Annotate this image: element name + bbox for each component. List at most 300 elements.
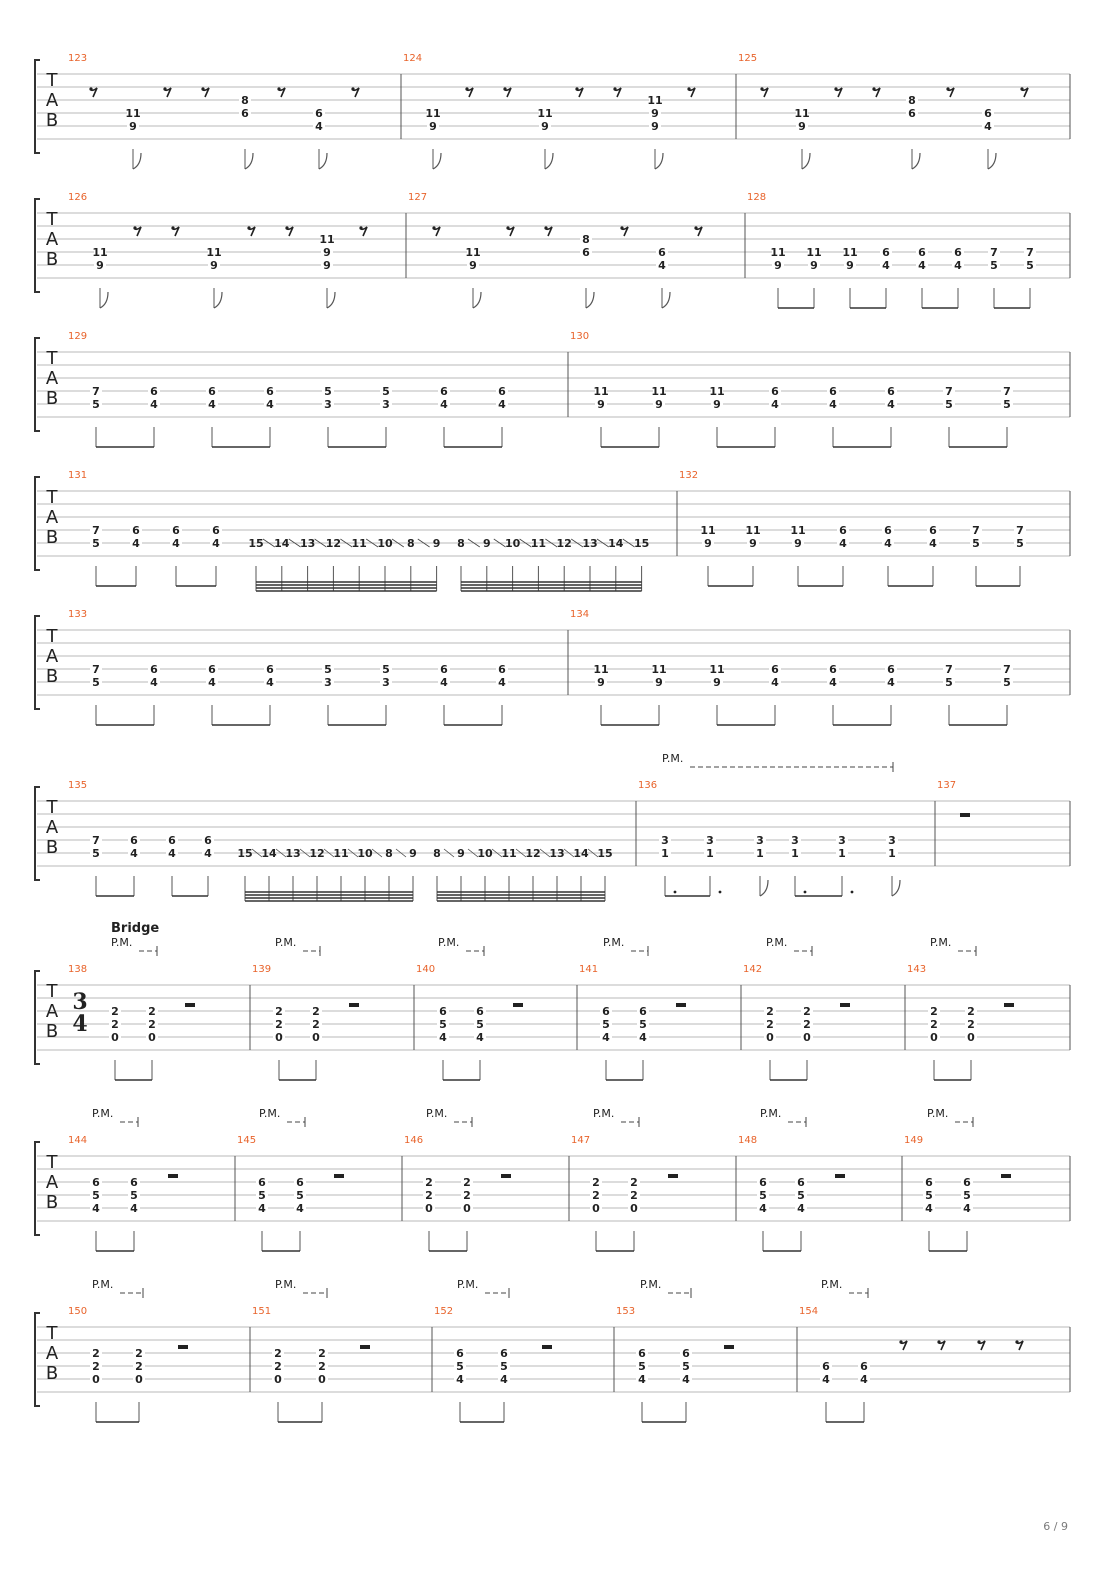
fret-number: 2 — [803, 1005, 811, 1018]
fret-number: 11 — [745, 524, 761, 537]
fret-number: 6 — [839, 524, 847, 537]
palm-mute-label: P.M. — [593, 1107, 615, 1120]
dot — [804, 891, 807, 894]
dot — [851, 891, 854, 894]
measure — [272, 1278, 370, 1422]
measure — [593, 663, 1013, 725]
fret-number: 2 — [592, 1176, 600, 1189]
fret-number: 7 — [990, 246, 998, 259]
fret-number: 6 — [168, 834, 176, 847]
tab-clef: A — [45, 507, 59, 528]
fret-number: 8 — [457, 537, 465, 550]
fret-number: 6 — [92, 1176, 100, 1189]
fret-number: 0 — [967, 1031, 975, 1044]
note-flag — [214, 292, 222, 308]
tab-clef: B — [45, 249, 59, 270]
note-flag — [433, 153, 441, 169]
fret-number: 6 — [822, 1360, 830, 1373]
note-flag — [319, 153, 327, 169]
half-rest — [513, 1003, 523, 1007]
fret-number: 9 — [409, 847, 417, 860]
fret-number: 11 — [92, 246, 108, 259]
fret-number: 11 — [593, 663, 609, 676]
palm-mute-label: P.M. — [275, 1278, 297, 1291]
fret-number: 6 — [963, 1176, 971, 1189]
fret-number: 2 — [425, 1189, 433, 1202]
fret-number: 2 — [111, 1005, 119, 1018]
note-flag — [100, 292, 108, 308]
fret-number: 0 — [592, 1202, 600, 1215]
palm-mute-label: P.M. — [662, 752, 684, 765]
fret-number: 7 — [1003, 385, 1011, 398]
fret-number: 3 — [756, 834, 764, 847]
fret-number: 5 — [324, 385, 332, 398]
tab-system — [35, 1135, 1070, 1235]
measure-number: 145 — [237, 1135, 257, 1146]
fret-number: 2 — [275, 1005, 283, 1018]
section-label: Bridge — [111, 921, 160, 936]
fret-number: 6 — [150, 385, 158, 398]
fret-number: 1 — [838, 847, 846, 860]
tab-system — [35, 609, 1070, 709]
fret-number: 9 — [432, 537, 441, 550]
fret-number: 5 — [639, 1018, 647, 1031]
measure-number: 128 — [747, 192, 767, 203]
slide-run — [248, 537, 649, 591]
fret-number: 2 — [463, 1176, 471, 1189]
fret-number: 4 — [208, 676, 216, 689]
fret-number: 0 — [766, 1031, 774, 1044]
measure-number: 129 — [68, 331, 88, 342]
fret-number: 7 — [92, 663, 100, 676]
measure-number: 142 — [743, 964, 763, 975]
fret-number: 15 — [237, 847, 253, 860]
tab-clef: T — [46, 348, 58, 369]
tab-system — [35, 192, 1070, 292]
fret-number: 3 — [706, 834, 714, 847]
fret-number: 2 — [148, 1005, 156, 1018]
fret-number: 5 — [92, 398, 100, 411]
tab-system — [35, 964, 1070, 1064]
tab-clef: T — [46, 797, 58, 818]
fret-number: 9 — [129, 120, 137, 133]
tab-clef: T — [46, 981, 58, 1002]
measure — [90, 1107, 178, 1251]
fret-number: 11 — [425, 107, 441, 120]
fret-number: 6 — [829, 385, 837, 398]
fret-number: 0 — [275, 1031, 283, 1044]
palm-mute-label: P.M. — [930, 936, 952, 949]
fret-number: 4 — [92, 1202, 100, 1215]
fret-number: 4 — [829, 676, 837, 689]
measure — [820, 1278, 1023, 1422]
fret-number: 11 — [501, 847, 517, 860]
fret-number: 6 — [266, 663, 274, 676]
fret-number: 6 — [639, 1005, 647, 1018]
fret-number: 2 — [274, 1347, 282, 1360]
fret-number: 6 — [212, 524, 220, 537]
fret-number: 5 — [382, 663, 390, 676]
fret-number: 4 — [918, 259, 926, 272]
fret-number: 6 — [208, 385, 216, 398]
fret-number: 9 — [655, 676, 663, 689]
fret-number: 6 — [132, 524, 140, 537]
measure-number: 127 — [408, 192, 428, 203]
fret-number: 12 — [309, 847, 325, 860]
measure-number: 138 — [68, 964, 88, 975]
fret-number: 6 — [925, 1176, 933, 1189]
fret-number: 4 — [884, 537, 892, 550]
tab-clef: B — [45, 110, 59, 131]
fret-number: 0 — [318, 1373, 326, 1386]
fret-number: 0 — [312, 1031, 320, 1044]
fret-number: 5 — [500, 1360, 508, 1373]
fret-number: 6 — [918, 246, 926, 259]
fret-number: 9 — [810, 259, 818, 272]
fret-number: 6 — [882, 246, 890, 259]
dot — [674, 891, 677, 894]
fret-number: 5 — [92, 1189, 100, 1202]
palm-mute-label: P.M. — [426, 1107, 448, 1120]
tab-clef: A — [45, 1343, 59, 1364]
fret-number: 2 — [275, 1018, 283, 1031]
fret-number: 12 — [325, 537, 342, 550]
fret-number: 2 — [312, 1018, 320, 1031]
fret-number: 5 — [130, 1189, 138, 1202]
measure-number: 124 — [403, 53, 423, 64]
fret-number: 9 — [323, 259, 331, 272]
fret-number: 9 — [210, 259, 218, 272]
measure-number: 139 — [252, 964, 272, 975]
fret-number: 6 — [887, 663, 895, 676]
fret-number: 4 — [682, 1373, 690, 1386]
fret-number: 9 — [774, 259, 782, 272]
fret-number: 4 — [602, 1031, 610, 1044]
fret-number: 11 — [530, 537, 547, 550]
fret-number: 6 — [929, 524, 937, 537]
tab-clef: B — [45, 1021, 59, 1042]
fret-number: 2 — [312, 1005, 320, 1018]
fret-number: 4 — [476, 1031, 484, 1044]
fret-number: 4 — [150, 676, 158, 689]
half-rest — [334, 1174, 344, 1178]
fret-number: 14 — [608, 537, 624, 550]
fret-number: 1 — [706, 847, 714, 860]
tab-system — [35, 331, 1070, 431]
fret-number: 4 — [212, 537, 220, 550]
fret-number: 2 — [92, 1360, 100, 1373]
fret-number: 11 — [593, 385, 609, 398]
fret-number: 0 — [92, 1373, 100, 1386]
fret-number: 4 — [266, 676, 274, 689]
fret-number: 5 — [682, 1360, 690, 1373]
fret-number: 11 — [465, 246, 481, 259]
fret-number: 6 — [266, 385, 274, 398]
fret-number: 12 — [556, 537, 572, 550]
measure — [923, 1107, 1011, 1251]
fret-number: 5 — [945, 676, 953, 689]
fret-number: 4 — [839, 537, 847, 550]
half-rest — [676, 1003, 686, 1007]
fret-number: 5 — [456, 1360, 464, 1373]
fret-number: 12 — [525, 847, 541, 860]
fret-number: 10 — [357, 847, 373, 860]
fret-number: 4 — [887, 398, 895, 411]
fret-number: 9 — [482, 537, 491, 550]
fret-number: 5 — [1026, 259, 1034, 272]
fret-number: 4 — [822, 1373, 830, 1386]
fret-number: 8 — [582, 233, 590, 246]
fret-number: 4 — [456, 1373, 464, 1386]
fret-number: 4 — [208, 398, 216, 411]
note-flag — [245, 153, 253, 169]
palm-mute-label: P.M. — [766, 936, 788, 949]
tab-clef: B — [45, 527, 59, 548]
fret-number: 6 — [208, 663, 216, 676]
fret-number: 6 — [638, 1347, 646, 1360]
fret-number: 2 — [930, 1005, 938, 1018]
fret-number: 0 — [425, 1202, 433, 1215]
measure-number: 131 — [68, 470, 88, 481]
fret-number: 3 — [324, 676, 332, 689]
half-rest — [501, 1174, 511, 1178]
measure — [590, 1107, 678, 1251]
half-rest — [185, 1003, 195, 1007]
palm-mute-label: P.M. — [111, 936, 133, 949]
fret-number: 4 — [954, 259, 962, 272]
fret-number: 6 — [150, 663, 158, 676]
fret-number: 6 — [241, 107, 249, 120]
measure-number: 125 — [738, 53, 758, 64]
fret-number: 9 — [96, 259, 104, 272]
fret-number: 6 — [315, 107, 323, 120]
tab-system — [35, 470, 1070, 570]
fret-number: 4 — [639, 1031, 647, 1044]
fret-number: 7 — [972, 524, 980, 537]
measure — [90, 834, 214, 896]
note-flag — [988, 153, 996, 169]
fret-number: 9 — [651, 120, 659, 133]
fret-number: 6 — [440, 663, 448, 676]
tab-clef: A — [45, 817, 59, 838]
slide-run — [237, 847, 612, 901]
fret-number: 5 — [92, 537, 100, 550]
note-flag — [473, 292, 481, 308]
fret-number: 11 — [651, 385, 667, 398]
measure — [593, 385, 1013, 447]
measure-number: 126 — [68, 192, 88, 203]
time-signature-bottom: 4 — [72, 1011, 88, 1037]
fret-number: 9 — [713, 398, 721, 411]
tab-clef: T — [46, 70, 58, 91]
fret-number: 10 — [504, 537, 521, 550]
measure — [109, 936, 195, 1080]
tab-clef: A — [45, 368, 59, 389]
measure — [437, 936, 523, 1080]
measure — [90, 524, 222, 586]
fret-number: 6 — [582, 246, 590, 259]
fret-number: 5 — [990, 259, 998, 272]
fret-number: 5 — [439, 1018, 447, 1031]
measure — [659, 752, 970, 896]
fret-number: 9 — [749, 537, 757, 550]
fret-number: 2 — [148, 1018, 156, 1031]
fret-number: 3 — [382, 398, 390, 411]
fret-number: 6 — [498, 663, 506, 676]
tab-system — [35, 1306, 1070, 1406]
measure — [770, 246, 1036, 308]
fret-number: 2 — [135, 1347, 143, 1360]
tab-clef: B — [45, 837, 59, 858]
fret-number: 6 — [908, 107, 916, 120]
note-flag — [545, 153, 553, 169]
time-signature-top: 3 — [72, 989, 88, 1015]
fret-number: 11 — [790, 524, 806, 537]
fret-number: 6 — [456, 1347, 464, 1360]
fret-number: 6 — [476, 1005, 484, 1018]
fret-number: 4 — [150, 398, 158, 411]
fret-number: 4 — [498, 676, 506, 689]
fret-number: 6 — [130, 1176, 138, 1189]
fret-number: 6 — [771, 385, 779, 398]
fret-number: 14 — [573, 847, 589, 860]
fret-number: 4 — [963, 1202, 971, 1215]
fret-number: 4 — [829, 398, 837, 411]
fret-number: 6 — [602, 1005, 610, 1018]
fret-number: 5 — [92, 847, 100, 860]
fret-number: 0 — [463, 1202, 471, 1215]
fret-number: 6 — [984, 107, 992, 120]
fret-number: 4 — [168, 847, 176, 860]
palm-mute-label: P.M. — [275, 936, 297, 949]
measure-number: 133 — [68, 609, 88, 620]
fret-number: 4 — [266, 398, 274, 411]
fret-number: 4 — [860, 1373, 868, 1386]
measure-number: 152 — [434, 1306, 454, 1317]
half-rest — [178, 1345, 188, 1349]
fret-number: 6 — [258, 1176, 266, 1189]
measure-number: 135 — [68, 780, 88, 791]
fret-number: 9 — [597, 398, 605, 411]
fret-number: 5 — [324, 663, 332, 676]
half-rest — [360, 1345, 370, 1349]
fret-number: 4 — [440, 676, 448, 689]
fret-number: 9 — [429, 120, 437, 133]
fret-number: 11 — [333, 847, 349, 860]
fret-number: 2 — [318, 1360, 326, 1373]
note-flag — [760, 880, 768, 896]
fret-number: 3 — [661, 834, 669, 847]
fret-number: 7 — [945, 385, 953, 398]
fret-number: 9 — [655, 398, 663, 411]
fret-number: 4 — [439, 1031, 447, 1044]
measure-number: 132 — [679, 470, 699, 481]
tab-clef: A — [45, 1001, 59, 1022]
fret-number: 4 — [130, 1202, 138, 1215]
measure-number: 140 — [416, 964, 436, 975]
fret-number: 15 — [597, 847, 613, 860]
fret-number: 2 — [803, 1018, 811, 1031]
note-flag — [327, 292, 335, 308]
fret-number: 15 — [248, 537, 264, 550]
fret-number: 8 — [385, 847, 393, 860]
fret-number: 15 — [633, 537, 650, 550]
fret-number: 9 — [846, 259, 854, 272]
fret-number: 10 — [377, 537, 393, 550]
fret-number: 2 — [463, 1189, 471, 1202]
measure-number: 136 — [638, 780, 658, 791]
palm-mute-label: P.M. — [603, 936, 625, 949]
fret-number: 6 — [887, 385, 895, 398]
palm-mute-label: P.M. — [760, 1107, 782, 1120]
fret-number: 4 — [258, 1202, 266, 1215]
fret-number: 0 — [274, 1373, 282, 1386]
fret-number: 6 — [771, 663, 779, 676]
fret-number: 0 — [630, 1202, 638, 1215]
measure-number: 141 — [579, 964, 599, 975]
fret-number: 5 — [638, 1360, 646, 1373]
half-rest — [840, 1003, 850, 1007]
fret-number: 9 — [651, 107, 659, 120]
fret-number: 0 — [135, 1373, 143, 1386]
fret-number: 6 — [296, 1176, 304, 1189]
fret-number: 2 — [592, 1189, 600, 1202]
fret-number: 4 — [638, 1373, 646, 1386]
half-rest — [349, 1003, 359, 1007]
fret-number: 4 — [658, 259, 666, 272]
fret-number: 4 — [204, 847, 212, 860]
measure-number: 143 — [907, 964, 927, 975]
fret-number: 6 — [954, 246, 962, 259]
fret-number: 8 — [406, 537, 415, 550]
fret-number: 3 — [888, 834, 896, 847]
fret-number: 4 — [172, 537, 180, 550]
measure — [600, 936, 686, 1080]
half-rest — [724, 1345, 734, 1349]
tab-clef: T — [46, 1152, 58, 1173]
fret-number: 2 — [135, 1360, 143, 1373]
measure-number: 130 — [570, 331, 590, 342]
measure-number: 154 — [799, 1306, 819, 1317]
palm-mute-label: P.M. — [259, 1107, 281, 1120]
fret-number: 10 — [477, 847, 493, 860]
measure-number: 150 — [68, 1306, 88, 1317]
note-flag — [655, 153, 663, 169]
fret-number: 1 — [661, 847, 669, 860]
fret-number: 0 — [111, 1031, 119, 1044]
tab-clef: A — [45, 1172, 59, 1193]
fret-number: 5 — [382, 385, 390, 398]
fret-number: 6 — [500, 1347, 508, 1360]
fret-number: 5 — [972, 537, 980, 550]
half-rest — [668, 1174, 678, 1178]
tab-clef: T — [46, 487, 58, 508]
fret-number: 7 — [92, 834, 100, 847]
fret-number: 3 — [838, 834, 846, 847]
palm-mute-label: P.M. — [438, 936, 460, 949]
fret-number: 4 — [925, 1202, 933, 1215]
fret-number: 3 — [324, 398, 332, 411]
fret-number: 2 — [630, 1176, 638, 1189]
note-flag — [662, 292, 670, 308]
fret-number: 3 — [791, 834, 799, 847]
fret-number: 7 — [945, 663, 953, 676]
measure — [454, 1278, 552, 1422]
half-rest — [542, 1345, 552, 1349]
tab-clef: B — [45, 388, 59, 409]
fret-number: 13 — [549, 847, 565, 860]
fret-number: 4 — [759, 1202, 767, 1215]
